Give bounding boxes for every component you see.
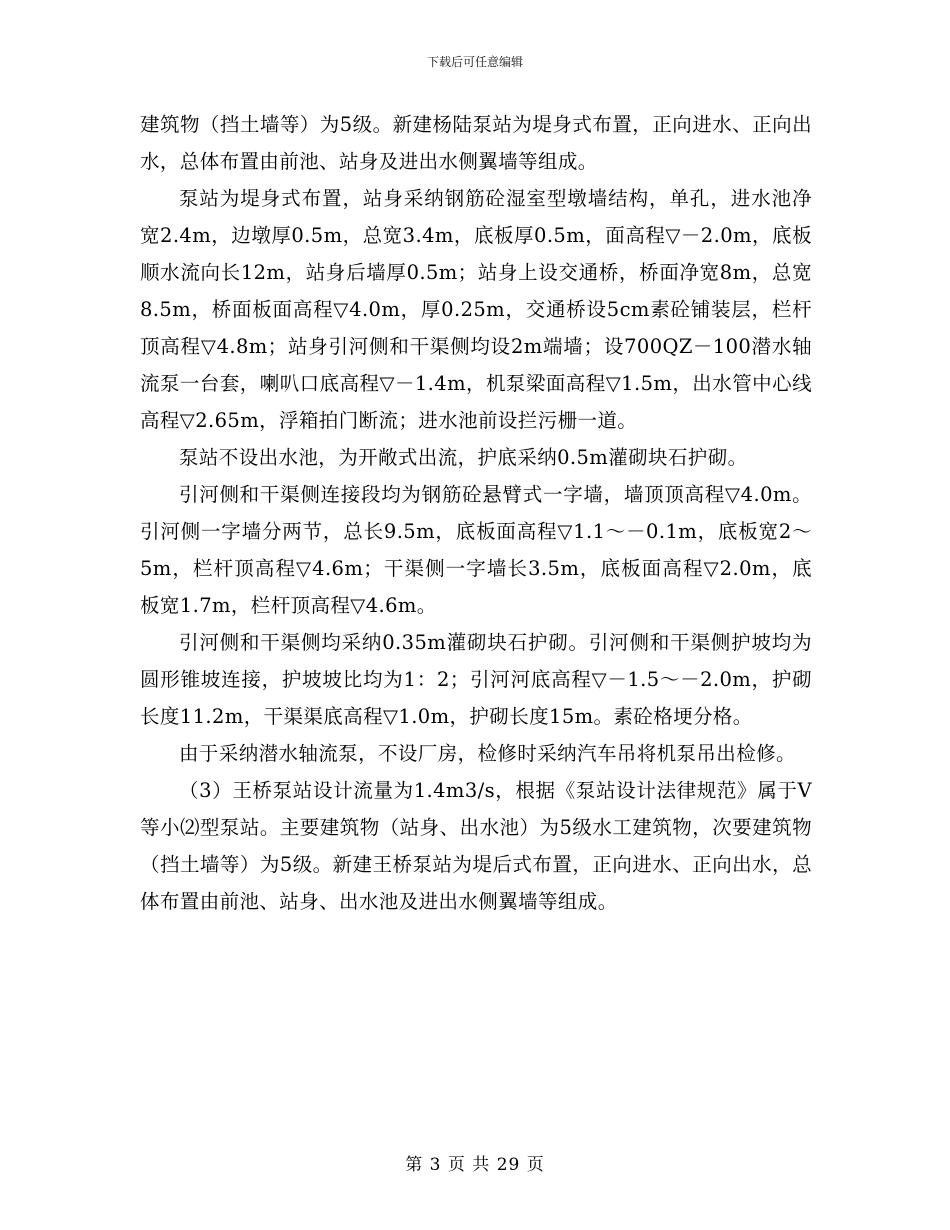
paragraph-7: （3）王桥泵站设计流量为1.4m3/s，根据《泵站设计法律规范》属于Ⅴ等小⑵型泵站。主要建筑物（站身、出水池）为5级水工建筑物，次要建筑物（挡土墙等）为5级。新建王桥泵站为堤后式布置，正向进水、正向出水，总体布置由前池、站身、出水池及进出水侧翼墙等组成。	[140, 779, 812, 913]
paragraph-3: 泵站不设出水池，为开敞式出流，护底采纳0.5m灌砌块石护砌。	[179, 446, 748, 469]
page-header: 下载后可任意编辑	[426, 55, 523, 69]
paragraph-5: 引河侧和干渠侧均采纳0.35m灌砌块石护砌。引河侧和干渠侧护坡均为圆形锥坡连接，护坡坡比均为1：2；引河河底高程▽－1.5～－2.0m，护砌长度11.2m，干渠渠底高程▽1.0m，护砌长度15m。素砼格埂分格。	[140, 631, 812, 728]
paragraph-4: 引河侧和干渠侧连接段均为钢筋砼悬臂式一字墙，墙顶顶高程▽4.0m。引河侧一字墙分两节，总长9.5m，底板面高程▽1.1～－0.1m，底板宽2～5m，栏杆顶高程▽4.6m；干渠侧一字墙长3.5m，底板面高程▽2.0m，底板宽1.7m，栏杆顶高程▽4.6m。	[140, 483, 812, 617]
document-body	[140, 106, 812, 920]
paragraph-6: 由于采纳潜水轴流泵，不设厂房，检修时采纳汽车吊将机泵吊出检修。	[179, 742, 796, 765]
paragraph-1: 建筑物（挡土墙等）为5级。新建杨陆泵站为堤身式布置，正向进水、正向出水，总体布置由前池、站身及进出水侧翼墙等组成。	[140, 113, 812, 173]
paragraph-2: 泵站为堤身式布置，站身采纳钢筋砼湿室型墩墙结构，单孔，进水池净宽2.4m，边墩厚0.5m，总宽3.4m，底板厚0.5m，面高程▽－2.0m，底板顺水流向长12m，站身后墙厚0.5m；站身上设交通桥，桥面净宽8m，总宽8.5m，桥面板面高程▽4.0m，厚0.25m，交通桥设5cm素砼铺装层，栏杆顶高程▽4.8m；站身引河侧和干渠侧均设2m端墙；设700QZ－100潜水轴流泵一台套，喇叭口底高程▽－1.4m，机泵梁面高程▽1.5m，出水管中心线高程▽2.65m，浮箱拍门断流；进水池前设拦污栅一道。	[140, 187, 812, 432]
page-number-footer: 第 3 页 共 29 页	[405, 1155, 545, 1175]
